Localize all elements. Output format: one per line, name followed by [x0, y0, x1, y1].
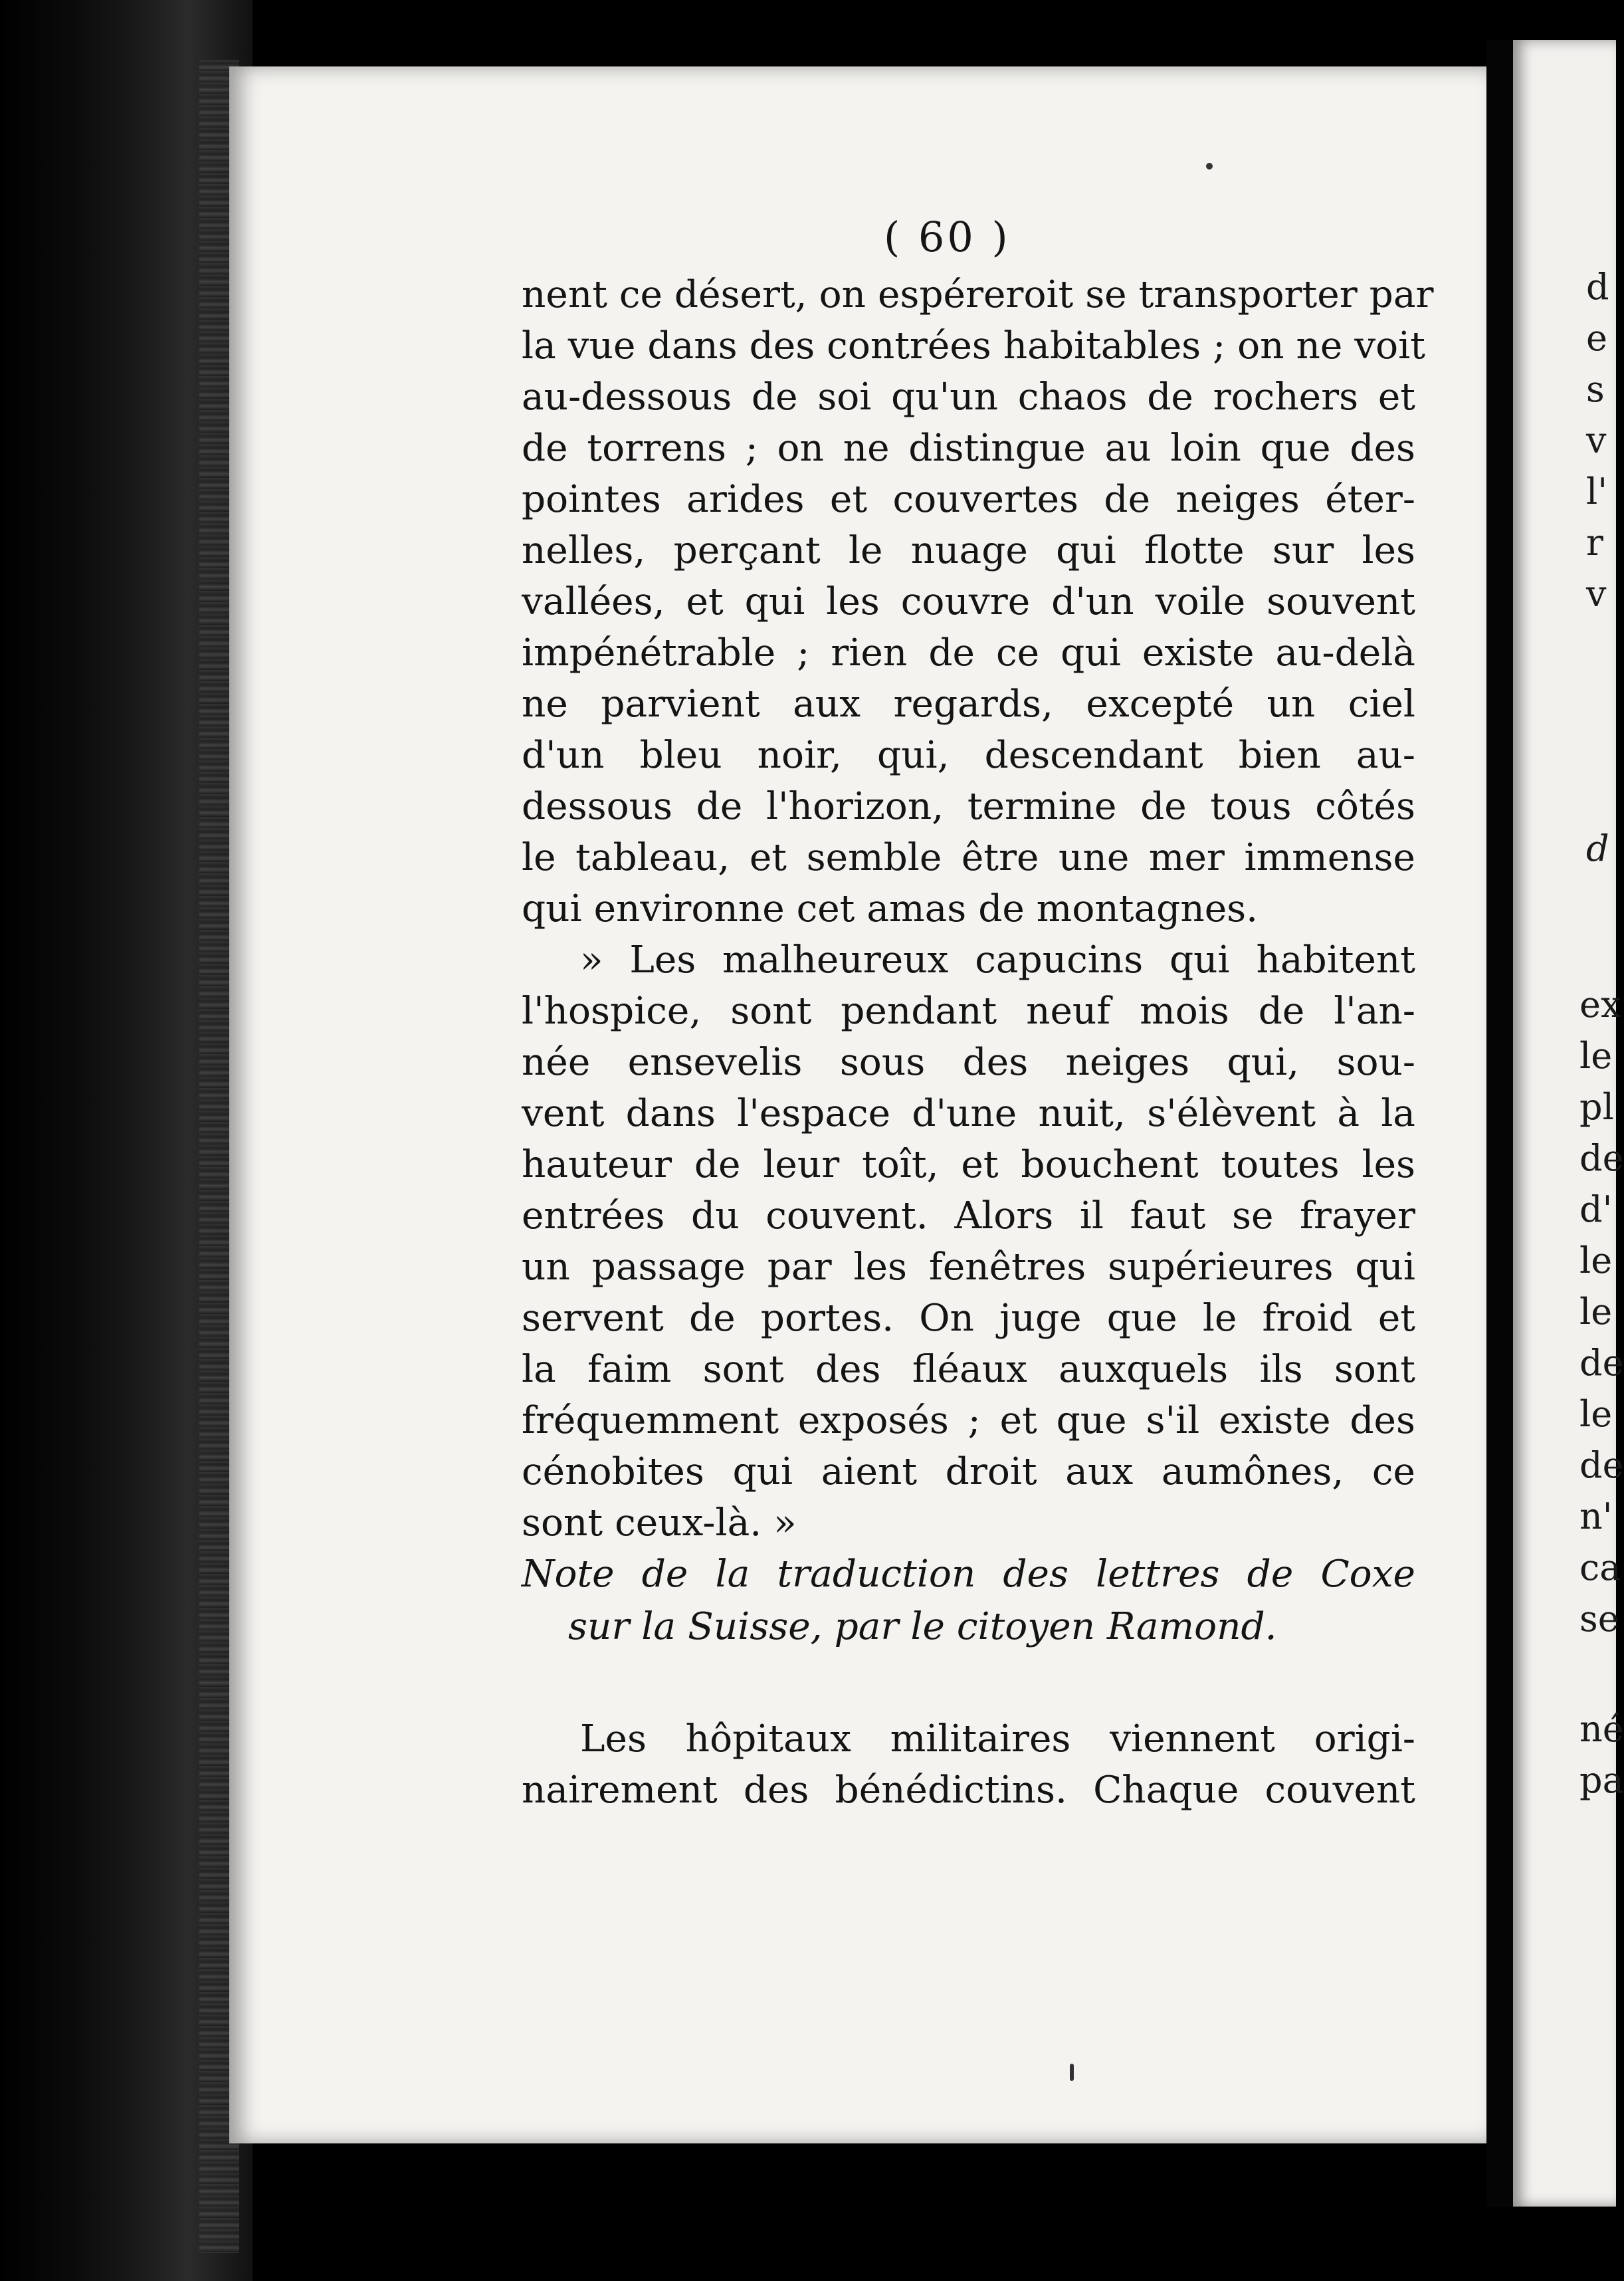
right-page-fragment: [1513, 40, 1624, 2207]
text-line: nelles, perçant le nuage qui flotte sur les: [522, 529, 1415, 572]
fragment-text: de: [1579, 1342, 1624, 1384]
text-line: la faim sont des fléaux auxquels ils sont: [522, 1348, 1415, 1391]
fragment-text: de: [1579, 1444, 1624, 1486]
text-line: sont ceux-là. »: [522, 1501, 797, 1545]
text-line: un passage par les fenêtres supérieures qui: [522, 1246, 1415, 1289]
paper-speck: [1206, 163, 1213, 169]
fragment-text: né: [1579, 1708, 1624, 1750]
text-line: impénétrable ; rien de ce qui existe au-delà: [522, 631, 1415, 675]
fragment-text: le: [1579, 1035, 1613, 1077]
text-line: fréquemment exposés ; et que s'il existe des: [522, 1399, 1415, 1442]
text-line: de torrens ; on ne distingue au loin que des: [522, 427, 1415, 470]
fragment-text: d: [1586, 827, 1609, 869]
page-number: ( 60 ): [884, 213, 1011, 261]
text-line: servent de portes. On juge que le froid et: [522, 1297, 1415, 1340]
fragment-text: d: [1586, 266, 1609, 308]
note-line: Note de la traduction des lettres de Coxe: [522, 1553, 1415, 1596]
text-line: l'hospice, sont pendant neuf mois de l'an-: [522, 990, 1415, 1033]
fragment-text: v: [1586, 419, 1607, 461]
fragment-text: ca: [1579, 1547, 1621, 1588]
fragment-text: le: [1579, 1240, 1613, 1281]
paragraph-2: [522, 934, 1415, 1549]
text-line: au-dessous de soi qu'un chaos de rochers et: [522, 376, 1415, 419]
page-text: [522, 269, 1434, 1816]
fragment-text: v: [1586, 573, 1607, 615]
text-line: qui environne cet amas de montagnes.: [522, 887, 1259, 930]
text-line: nairement des bénédictins. Chaque couvent: [522, 1769, 1415, 1812]
text-line: le tableau, et semble être une mer immense: [522, 836, 1415, 879]
fragment-text: pl: [1579, 1086, 1614, 1128]
text-line: nent ce désert, on espéreroit se transporter par: [522, 273, 1434, 316]
text-line: dessous de l'horizon, termine de tous côtés: [522, 785, 1415, 828]
text-line: » Les malheureux capucins qui habitent: [580, 938, 1415, 982]
text-line: pointes arides et couvertes de neiges éter-: [522, 478, 1415, 521]
fragment-text: le: [1579, 1291, 1613, 1333]
book-gutter: [1486, 40, 1513, 2207]
fragment-text: n': [1579, 1495, 1613, 1537]
fragment-text: pa: [1579, 1759, 1624, 1801]
text-line: hauteur de leur toît, et bouchent toutes les: [522, 1143, 1415, 1186]
fragment-text: r: [1586, 522, 1603, 564]
text-line: cénobites qui aient droit aux aumônes, ce: [522, 1450, 1415, 1493]
text-line: la vue dans des contrées habitables ; on ne voit: [522, 324, 1425, 368]
paragraph-gap: [522, 1654, 1415, 1713]
text-line: d'un bleu noir, qui, descendant bien au-: [522, 734, 1415, 777]
fragment-text: de: [1579, 1137, 1624, 1179]
text-line: vent dans l'espace d'une nuit, s'élèvent à la: [522, 1092, 1415, 1135]
paper-speck: [1070, 2064, 1074, 2081]
fragment-text: d': [1579, 1188, 1613, 1230]
fragment-text: l': [1586, 471, 1608, 512]
fragment-text: se: [1579, 1598, 1619, 1640]
text-line: ne parvient aux regards, excepté un ciel: [522, 683, 1415, 726]
paragraph-3: [522, 1713, 1415, 1816]
note-line: sur la Suisse, par le citoyen Ramond.: [568, 1605, 1277, 1648]
text-line: entrées du couvent. Alors il faut se frayer: [522, 1194, 1415, 1238]
paragraph-1: [522, 269, 1434, 934]
fragment-text: s: [1586, 368, 1605, 410]
fragment-text: e: [1586, 317, 1607, 359]
fragment-text: ex: [1579, 984, 1621, 1026]
text-line: vallées, et qui les couvre d'un voile souvent: [522, 580, 1415, 623]
fragment-text: le: [1579, 1393, 1613, 1435]
text-line: Les hôpitaux militaires viennent origi-: [580, 1717, 1415, 1761]
source-note: [522, 1549, 1415, 1654]
text-line: née ensevelis sous des neiges qui, sou-: [522, 1041, 1415, 1084]
